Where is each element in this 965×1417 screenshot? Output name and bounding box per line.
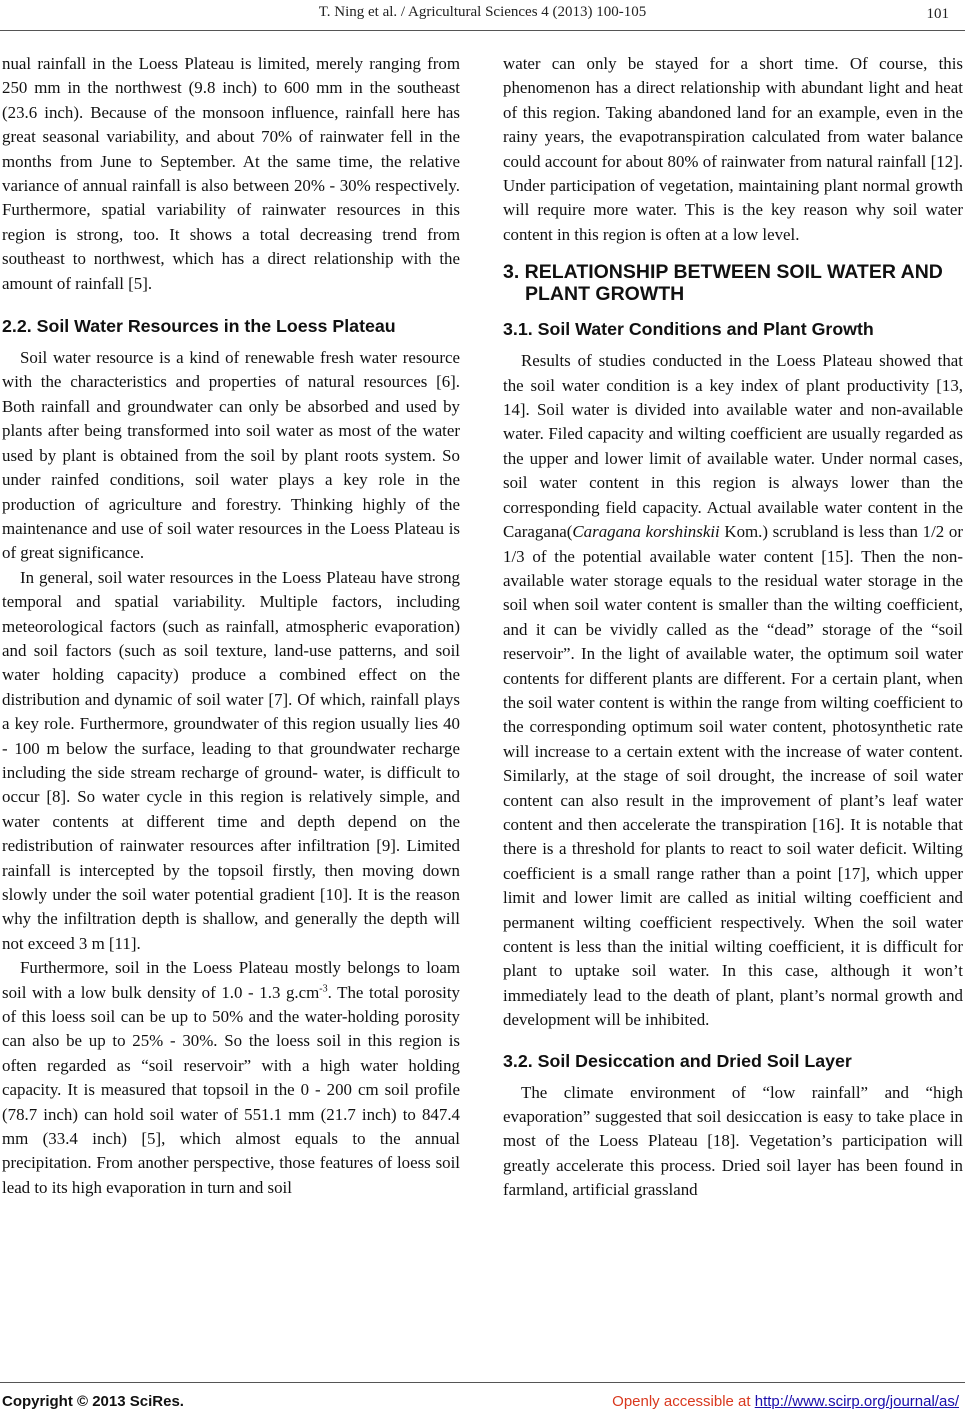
- paragraph: The climate environment of “low rainfall” and “high evaporation” suggested that soil desiccation is easy to take place in most of the Loess Plateau [18]. Vegetation’s participation will greatly accelerate this process. Dried soil layer has been found in farmland, artificial grassland: [503, 1082, 963, 1200]
- species-name: Caragana korshinskii: [572, 522, 720, 542]
- copyright-notice: Copyright © 2013 SciRes.: [2, 1393, 184, 1410]
- right-column: [503, 52, 963, 1203]
- paragraph: [503, 349, 963, 1032]
- text-run: Furthermore, soil in the Loess Plateau mostly belongs to loam soil with a low bulk density of 1.0 - 1.3 g.cm: [2, 958, 460, 1002]
- footer-rule: [0, 1382, 965, 1383]
- paragraph: [2, 956, 460, 1200]
- section-heading-3: 3. RELATIONSHIP BETWEEN SOIL WATER AND PLANT GROWTH: [503, 261, 943, 306]
- paragraph: Soil water resource is a kind of renewable fresh water resource with the characteristics and properties of natural resources [6]. Both rainfall and groundwater can only be absorbed and used by plants after being transformed into soil water as most of the water used by plant is obtained from the soil by plant roots system. So under rainfed conditions, soil water plays a key role in the production of agriculture and forestry. Thinking highly of the maintenance and use of soil water resources in the Loess Plateau is of great significance.: [2, 348, 460, 563]
- left-column: [2, 52, 460, 1200]
- open-access-label: Openly accessible at: [612, 1393, 755, 1410]
- section-heading-3-2: 3.2. Soil Desiccation and Dried Soil Layer: [503, 1050, 852, 1071]
- section-heading-2-2: 2.2. Soil Water Resources in the Loess Plateau: [2, 316, 396, 337]
- text-run: . The total porosity of this loess soil can be up to 50% and the water-holding porosity can also be up to 25% - 30%. So the loess soil in this region is often regarded as “soil reservoir” with a high water holding capacity. It is measured that topsoil in the 0 - 200 cm soil profile (78.7 inch) can hold soil water of 551.1 mm (21.7 inch) to 847.4 mm (33.4 inch) [5], which almost equals to the annual precipitation. From another perspective, those features of loess soil lead to its high evaporation in turn and soil: [2, 982, 460, 1197]
- section-heading-3-1: 3.1. Soil Water Conditions and Plant Growth: [503, 319, 874, 340]
- header-rule: [0, 30, 965, 31]
- superscript: -3: [319, 983, 328, 994]
- running-title: T. Ning et al. / Agricultural Sciences 4 (2013) 100-105: [318, 4, 647, 20]
- journal-link[interactable]: http://www.scirp.org/journal/as/: [754, 1393, 959, 1410]
- text-run: Kom.) scrubland is less than 1/2 or 1/3 of the potential available water content [15]. Then the non-available water storage equals to the residual water storage in the soil when soil water content is smaller than the wilting coefficient, and it can be vividly called as the “dead” storage of the “soil reservoir”. In the light of available water, the optimum soil water contents for different plants are different. For a certain plant, when the soil water content is within the range from wilting coefficient to the corresponding optimum soil water content, photosynthetic rate will increase to a certain extent with the increase of water content. Similarly, at the stage of soil drought, the increase of soil water content can also result in the improvement of plant’s leaf water content and then accelerate the transpiration [16]. It is notable that there is a threshold for plants to react to soil water deficit. Wilting coefficient is a small range rather than a point [17], which upper limit and lower limit are called as initial wilting coefficient and permanent wilting coefficient respectively. When the soil water content is less than the initial wilting coefficient, it is difficult for plant to uptake soil water. In this case, although it won’t immediately lead to the death of plant, plant’s normal growth and development will be inhibited.: [503, 522, 963, 1030]
- running-header: [0, 4, 965, 24]
- paragraph: water can only be stayed for a short time. Of course, this phenomenon has a direct relationship with abundant light and heat of this region. Taking abandoned land for an example, even in the rainy years, the evapotranspiration calculated from water balance could account for about 80% of rainwater from natural rainfall [12]. Under participation of vegetation, maintaining plant normal growth will require more water. This is the key reason why soil water content in this region is often at a low level.: [503, 54, 963, 244]
- paragraph: In general, soil water resources in the Loess Plateau have strong temporal and spatial variability. Multiple factors, including meteorological factors (such as rainfall, atmospheric evaporation) and soil factors (such as soil texture, land-use patterns, and soil water holding capacity) produce a combined effect on the distribution and dynamic of soil water [7]. Of which, rainfall plays a key role. Furthermore, groundwater of this region usually lies 40 - 100 m below the surface, leading to that groundwater recharge including the side stream recharge of ground- water, is difficult to occur [8]. So water cycle in this region is relatively simple, and water contents at different time and depth depend on the redistribution of rainwater resources after infiltration [9]. Limited rainfall is intercepted by the topsoil firstly, then moving down slowly under the soil water potential gradient [10]. It is the reason why the infiltration depth is shallow, and generally the depth will not exceed 3 m [11].: [2, 567, 460, 953]
- open-access-notice: [612, 1393, 959, 1410]
- text-run: Results of studies conducted in the Loess Plateau showed that the soil water condition is a key index of plant productivity [13, 14]. Soil water is divided into available water and non-available water. Filed capacity and wilting coefficient are usually regarded as the upper and lower limit of available water. Under normal cases, soil water content in this region is always lower than the corresponding field capacity. Actual available water content in the Caragana(: [503, 351, 963, 542]
- page-number: 101: [926, 6, 949, 22]
- paragraph: nual rainfall in the Loess Plateau is limited, merely ranging from 250 mm in the northwest (9.8 inch) to 600 mm in the southeast (23.6 inch). Because of the monsoon influence, rainfall here has great seasonal variability, and about 70% of rainwater fell in the months from June to September. At the same time, the relative variance of annual rainfall is also between 20% - 30% respectively. Furthermore, spatial variability of rainwater resources in this region is strong, too. It shows a total decreasing trend from southeast to northwest, which has a direct relationship with the amount of rainfall [5].: [2, 54, 460, 293]
